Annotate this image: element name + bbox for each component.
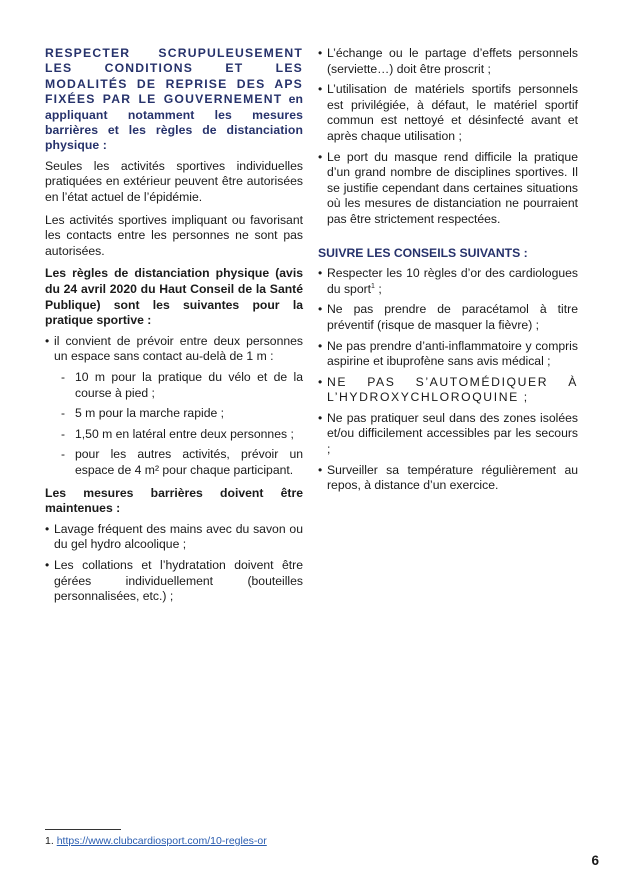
barrier-heading: Les mesures barrières doivent être maintenues :: [45, 485, 303, 516]
list-item: • Lavage fréquent des mains avec du savon ou du gel hydro alcoolique ;: [45, 522, 303, 553]
footnote-ref: 1: [371, 282, 375, 290]
list-item: • Les collations et l’hydratation doivent être gérées individuellement (bouteilles personnalisées, etc.) ;: [45, 558, 303, 605]
distancing-list: [45, 334, 303, 479]
footnote: [45, 835, 267, 848]
right-column: [318, 46, 578, 494]
page-number: 6: [591, 853, 599, 868]
paragraph-individual-sports: Seules les activités sportives individuelles pratiquées en extérieur peuvent être autorisées en l’état actuel de l’épidémie.: [45, 158, 303, 205]
list-item: • Ne pas prendre d’anti-inflammatoire y compris aspirine et ibuprofène sans avis médical ;: [318, 339, 578, 370]
advice-first-end: ;: [374, 281, 382, 296]
advice-list: [318, 266, 578, 494]
distance-sublist: [45, 370, 303, 479]
list-item: • Le port du masque rend difficile la pratique d’un grand nombre de disciplines sportives. Il se justifie cependant dans certaines situations où les mesures de distanciation ne pourraient pas être strictement respectées.: [318, 150, 578, 228]
heading-rest: en appliquant notamment les mesures barrières et les règles de distanciation physique :: [45, 92, 303, 153]
barrier-list-continued: [318, 46, 578, 228]
distancing-heading: Les règles de distanciation physique (avis du 24 avril 2020 du Haut Conseil de la Santé Publique) sont les suivantes pour la pratique sportive :: [45, 266, 303, 328]
list-item: • Ne pas pratiquer seul dans des zones isolées et/ou difficilement accessibles par les secours ;: [318, 411, 578, 458]
list-item: • L’utilisation de matériels sportifs personnels est privilégiée, à défaut, le matériel sportif commun est nettoyé et désinfecté avant et après chaque utilisation ;: [318, 82, 578, 144]
list-item: - 1,50 m en latéral entre deux personnes ;: [45, 427, 303, 443]
list-item: - pour les autres activités, prévoir un espace de 4 m² pour chaque participant.: [45, 447, 303, 478]
list-item: - 10 m pour la pratique du vélo et de la course à pied ;: [45, 370, 303, 401]
left-column: [45, 46, 303, 605]
footnote-link[interactable]: https://www.clubcardiosport.com/10-regles-or: [56, 835, 267, 847]
footnote-number: 1.: [45, 835, 54, 847]
footnote-divider: [45, 829, 121, 830]
barrier-list: [45, 522, 303, 605]
list-item: [45, 334, 303, 479]
paragraph-contact-sports: Les activités sportives impliquant ou favorisant les contacts entre les personnes ne sont pas autorisées.: [45, 212, 303, 258]
advice-heading: SUIVRE LES CONSEILS SUIVANTS :: [318, 245, 528, 260]
list-item: • NE PAS S’AUTOMÉDIQUER À L’HYDROXYCHLOROQUINE ;: [318, 375, 578, 406]
section-heading: [45, 46, 303, 154]
list-item: [318, 266, 578, 297]
distancing-intro: il convient de prévoir entre deux personnes un espace sans contact au-delà de 1 m :: [54, 333, 303, 364]
list-item: - 5 m pour la marche rapide ;: [45, 406, 303, 422]
list-item: • L’échange ou le partage d’effets personnels (serviette…) doit être proscrit ;: [318, 46, 578, 77]
list-item: • Ne pas prendre de paracétamol à titre préventif (risque de masquer la fièvre) ;: [318, 302, 578, 333]
heading-caps: RESPECTER SCRUPULEUSEMENT LES CONDITIONS ET LES MODALITÉS DE REPRISE DES APS FIXÉES PAR LE GOUVERNEMENT: [45, 46, 303, 107]
list-item: • Surveiller sa température régulièrement au repos, à distance d’un exercice.: [318, 463, 578, 494]
advice-first-text: Respecter les 10 règles d’or des cardiologues du sport: [327, 266, 578, 296]
